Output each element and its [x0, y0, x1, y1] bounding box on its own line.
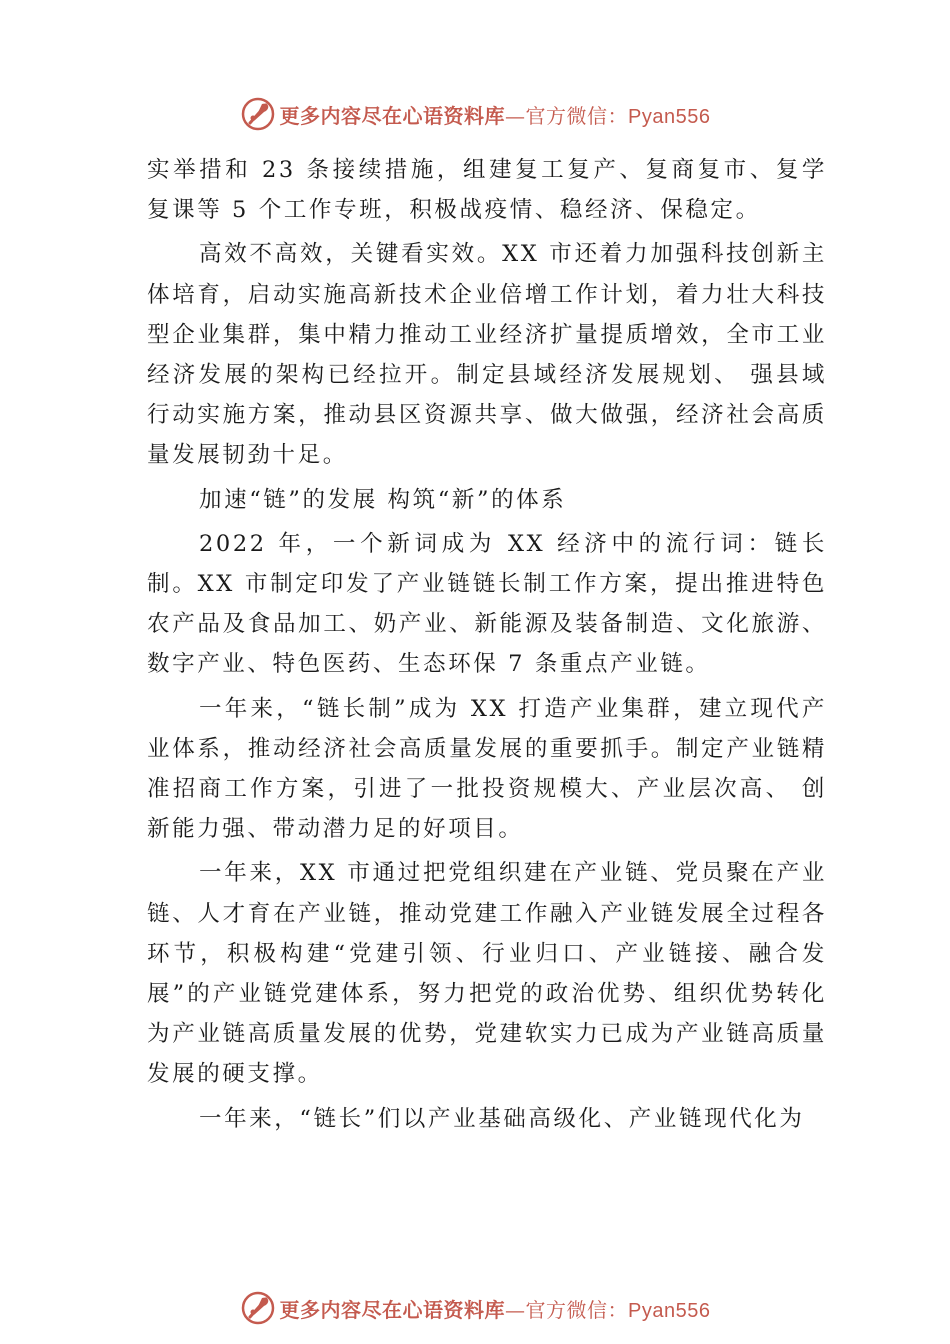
quill-logo-icon	[240, 96, 276, 132]
banner-text	[280, 100, 711, 129]
banner-separator: —	[505, 103, 526, 128]
banner-title: 更多内容尽在心语资料库	[279, 1297, 506, 1322]
quill-logo-icon	[240, 1290, 276, 1326]
paragraph: 一年来，“链长制”成为 XX 打造产业集群，建立现代产业体系，推动经济社会高质量发展的重要抓手。制定产业链精准招商工作方案，引进了一批投资规模大、产业层次高、 创新能力强、带动潜力足的好项目。	[147, 695, 827, 843]
paragraph: 2022 年，一个新词成为 XX 经济中的流行词：链长制。XX 市制定印发了产业链链长制工作方案，提出推进特色农产品及食品加工、奶产业、新能源及装备制造、文化旅游、 数字产业、特色医药、生态环保 7 条重点产业链。	[147, 530, 827, 678]
banner-separator: —	[505, 1297, 526, 1322]
banner-text	[280, 1294, 711, 1323]
paragraph: 一年来，“链长”们以产业基础高级化、产业链现代化为	[199, 1105, 805, 1132]
banner-wechat: 官方微信：Pyan556	[525, 105, 711, 128]
paragraph-continuation: 实举措和 23 条接续措施，组建复工复产、复商复市、复学复课等 5 个工作专班，积极战疫情、稳经济、保稳定。	[147, 157, 827, 224]
footer-banner	[0, 1288, 950, 1328]
document-body	[147, 150, 827, 1143]
banner-title: 更多内容尽在心语资料库	[279, 103, 506, 128]
paragraph: 一年来，XX 市通过把党组织建在产业链、党员聚在产业链、人才育在产业链，推动党建工作融入产业链发展全过程各环节，积极构建“党建引领、行业归口、产业链接、融合发展”的产业链党建体系，努力把党的政治优势、组织优势转化为产业链高质量发展的优势，党建软实力已成为产业链高质量发展的硬支撑。	[147, 860, 827, 1088]
section-heading: 加速“链”的发展 构筑“新”的体系	[199, 486, 567, 513]
header-banner	[0, 94, 950, 134]
paragraph: 高效不高效，关键看实效。XX 市还着力加强科技创新主体培育，启动实施高新技术企业倍增工作计划，着力壮大科技型企业集群，集中精力推动工业经济扩量提质增效，全市工业经济发展的架构已经拉开。制定县域经济发展规划、 强县域行动实施方案，推动县区资源共享、做大做强，经济社会高质量发展韧劲十足。	[147, 241, 827, 469]
banner-wechat: 官方微信：Pyan556	[525, 1299, 711, 1322]
